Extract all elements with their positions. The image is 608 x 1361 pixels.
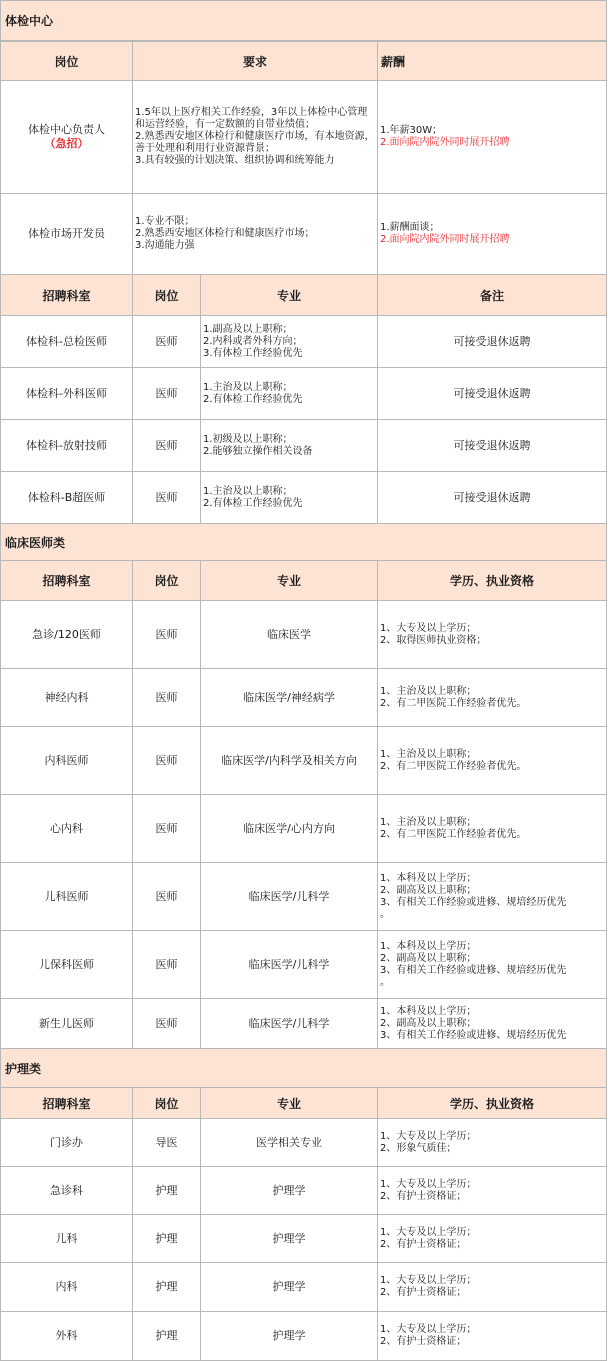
qualification-item: 1、大专及以上学历； bbox=[380, 1226, 477, 1238]
qualification-cell bbox=[377, 1311, 607, 1361]
qualification-item: 1、本科及以上学历； bbox=[380, 872, 477, 884]
major-cell: 护理学 bbox=[200, 1214, 378, 1263]
qualification-item: 2、副高及以上职称； bbox=[380, 952, 477, 964]
qualification-item: 。 bbox=[380, 976, 390, 988]
major-cell: 护理学 bbox=[200, 1311, 378, 1361]
position-cell: 护理 bbox=[132, 1311, 201, 1361]
position-cell: 医师 bbox=[132, 600, 201, 669]
dept-cell: 急诊/120医师 bbox=[0, 600, 133, 669]
qualification-item: 3、有相关工作经验或进修、规培经历优先 bbox=[380, 964, 567, 976]
position-cell: 医师 bbox=[132, 794, 201, 863]
dept-cell: 神经内科 bbox=[0, 668, 133, 727]
major-cell: 临床医学/内科学及相关方向 bbox=[200, 726, 378, 795]
requirements-cell bbox=[132, 193, 378, 275]
dept-cell: 儿科医师 bbox=[0, 862, 133, 931]
major-cell: 临床医学/心内方向 bbox=[200, 794, 378, 863]
position-cell: 医师 bbox=[132, 930, 201, 999]
position-cell: 护理 bbox=[132, 1262, 201, 1312]
position-cell: 医师 bbox=[132, 419, 201, 472]
qualification-item: 1、本科及以上学历； bbox=[380, 940, 477, 952]
header-position: 岗位 bbox=[132, 274, 201, 316]
position-cell bbox=[0, 80, 133, 194]
dept-cell: 内科 bbox=[0, 1262, 133, 1312]
dept-cell: 体检科-总检医师 bbox=[0, 315, 133, 368]
qualification-cell bbox=[377, 1214, 607, 1263]
section-title-nursing: 护理类 bbox=[0, 1048, 607, 1088]
qualification-item: 。 bbox=[380, 908, 390, 920]
dept-cell: 体检科-B超医师 bbox=[0, 471, 133, 524]
major-cell: 护理学 bbox=[200, 1262, 378, 1312]
qualification-item: 1、大专及以上学历； bbox=[380, 622, 477, 634]
major-cell: 护理学 bbox=[200, 1166, 378, 1215]
qualification-item: 1、主治及以上职称； bbox=[380, 748, 477, 760]
qualification-item: 2、有护士资格证； bbox=[380, 1238, 467, 1250]
qualification-cell bbox=[377, 668, 607, 727]
salary-item: 1.薪酬面谈； bbox=[380, 222, 440, 233]
urgent-tag: （急招） bbox=[44, 137, 89, 150]
position-cell: 导医 bbox=[132, 1118, 201, 1167]
dept-cell: 儿科 bbox=[0, 1214, 133, 1263]
qualification-item: 2、副高及以上职称； bbox=[380, 884, 477, 896]
major-item: 2.有体检工作经验优先 bbox=[203, 497, 303, 509]
requirement-item: 3.具有较强的计划决策、组织协调和统筹能力 bbox=[135, 155, 335, 166]
major-item: 2.内科或者外科方向； bbox=[203, 335, 303, 347]
note-cell: 可接受退休返聘 bbox=[377, 315, 607, 368]
qualification-item: 2、有护士资格证； bbox=[380, 1190, 467, 1202]
position-name: 体检市场开发员 bbox=[28, 227, 105, 240]
dept-cell: 急诊科 bbox=[0, 1166, 133, 1215]
position-cell: 医师 bbox=[132, 315, 201, 368]
major-cell: 临床医学 bbox=[200, 600, 378, 669]
qualification-item: 1、大专及以上学历； bbox=[380, 1275, 477, 1286]
major-item: 1.主治及以上职称； bbox=[203, 485, 293, 497]
major-item: 2.有体检工作经验优先 bbox=[203, 393, 303, 405]
qualification-item: 2、有护士资格证； bbox=[380, 1336, 467, 1347]
requirement-item: 3.沟通能力强 bbox=[135, 240, 195, 251]
qualification-item: 1、主治及以上职称； bbox=[380, 685, 477, 697]
header-position: 岗位 bbox=[132, 560, 201, 601]
major-item: 1.主治及以上职称； bbox=[203, 381, 293, 393]
position-cell: 护理 bbox=[132, 1166, 201, 1215]
qualification-item: 1、大专及以上学历； bbox=[380, 1178, 477, 1190]
major-cell: 临床医学/儿科学 bbox=[200, 998, 378, 1049]
header-major: 专业 bbox=[200, 274, 378, 316]
salary-cell bbox=[377, 80, 607, 194]
qualification-item: 2、有二甲医院工作经验者优先。 bbox=[380, 697, 527, 709]
qualification-item: 2、有护士资格证； bbox=[380, 1287, 467, 1298]
major-cell: 医学相关专业 bbox=[200, 1118, 378, 1167]
section-title-clinical: 临床医师类 bbox=[0, 523, 607, 561]
position-cell: 医师 bbox=[132, 471, 201, 524]
dept-cell: 外科 bbox=[0, 1311, 133, 1361]
major-cell bbox=[200, 315, 378, 368]
major-cell bbox=[200, 367, 378, 420]
salary-note: 2.面向院内院外同时展开招聘 bbox=[380, 234, 510, 245]
header-dept: 招聘科室 bbox=[0, 274, 133, 316]
position-cell: 医师 bbox=[132, 367, 201, 420]
header-dept: 招聘科室 bbox=[0, 1087, 133, 1119]
header-dept: 招聘科室 bbox=[0, 560, 133, 601]
qualification-cell bbox=[377, 600, 607, 669]
note-cell: 可接受退休返聘 bbox=[377, 471, 607, 524]
qualification-cell bbox=[377, 1118, 607, 1167]
section-title-health-check: 体检中心 bbox=[0, 0, 607, 41]
requirements-cell bbox=[132, 80, 378, 194]
major-cell bbox=[200, 471, 378, 524]
qualification-item: 2、有二甲医院工作经验者优先。 bbox=[380, 760, 527, 772]
dept-cell: 心内科 bbox=[0, 794, 133, 863]
qualification-item: 1、主治及以上职称； bbox=[380, 816, 477, 828]
major-item: 2.能够独立操作相关设备 bbox=[203, 445, 313, 457]
qualification-cell bbox=[377, 862, 607, 931]
note-cell: 可接受退休返聘 bbox=[377, 419, 607, 472]
position-cell: 护理 bbox=[132, 1214, 201, 1263]
qualification-item: 2、有二甲医院工作经验者优先。 bbox=[380, 828, 527, 840]
dept-cell: 内科医师 bbox=[0, 726, 133, 795]
qualification-cell bbox=[377, 794, 607, 863]
qualification-cell bbox=[377, 726, 607, 795]
major-item: 1.初级及以上职称； bbox=[203, 433, 293, 445]
major-item: 3.有体检工作经验优先 bbox=[203, 347, 303, 359]
header-requirements: 要求 bbox=[132, 41, 378, 81]
qualification-item: 2、形象气质佳； bbox=[380, 1142, 457, 1154]
header-salary: 薪酬 bbox=[377, 41, 607, 81]
qualification-item: 3、有相关工作经验或进修、规培经历优先 bbox=[380, 1029, 567, 1041]
position-cell: 医师 bbox=[132, 668, 201, 727]
position-cell bbox=[0, 193, 133, 275]
major-cell bbox=[200, 419, 378, 472]
qualification-item: 2、副高及以上职称； bbox=[380, 1017, 477, 1029]
position-cell: 医师 bbox=[132, 998, 201, 1049]
qualification-item: 3、有相关工作经验或进修、规培经历优先 bbox=[380, 896, 567, 908]
major-item: 1.副高及以上职称； bbox=[203, 323, 293, 335]
header-major: 专业 bbox=[200, 1087, 378, 1119]
requirement-item: 2.熟悉西安地区体检行和健康医疗市场，有本地资源，善于处理和利用行业资源背景； bbox=[135, 131, 375, 154]
header-position: 岗位 bbox=[132, 1087, 201, 1119]
dept-cell: 新生儿医师 bbox=[0, 998, 133, 1049]
note-cell: 可接受退休返聘 bbox=[377, 367, 607, 420]
qualification-item: 1、本科及以上学历； bbox=[380, 1005, 477, 1017]
dept-cell: 体检科-外科医师 bbox=[0, 367, 133, 420]
header-major: 专业 bbox=[200, 560, 378, 601]
position-name: 体检中心负责人 bbox=[28, 123, 105, 136]
dept-cell: 门诊办 bbox=[0, 1118, 133, 1167]
dept-cell: 儿保科医师 bbox=[0, 930, 133, 999]
requirement-item: 1.专业不限； bbox=[135, 216, 195, 227]
dept-cell: 体检科-放射技师 bbox=[0, 419, 133, 472]
major-cell: 临床医学/儿科学 bbox=[200, 862, 378, 931]
qualification-cell bbox=[377, 998, 607, 1049]
salary-note: 2.面向院内院外同时展开招聘 bbox=[380, 137, 510, 148]
position-cell: 医师 bbox=[132, 726, 201, 795]
header-qualification: 学历、执业资格 bbox=[377, 1087, 607, 1119]
qualification-cell bbox=[377, 1166, 607, 1215]
qualification-cell bbox=[377, 930, 607, 999]
position-cell: 医师 bbox=[132, 862, 201, 931]
header-position: 岗位 bbox=[0, 41, 133, 81]
requirement-item: 2.熟悉西安地区体检行和健康医疗市场； bbox=[135, 228, 315, 239]
qualification-item: 1、大专及以上学历； bbox=[380, 1324, 477, 1335]
header-qualification: 学历、执业资格 bbox=[377, 560, 607, 601]
major-cell: 临床医学/儿科学 bbox=[200, 930, 378, 999]
salary-item: 1.年薪30W； bbox=[380, 125, 443, 136]
qualification-item: 1、大专及以上学历； bbox=[380, 1130, 477, 1142]
header-note: 备注 bbox=[377, 274, 607, 316]
salary-cell bbox=[377, 193, 607, 275]
qualification-item: 2、取得医师执业资格； bbox=[380, 634, 487, 646]
major-cell: 临床医学/神经病学 bbox=[200, 668, 378, 727]
requirement-item: 1.5年以上医疗相关工作经验，3年以上体检中心管理和运营经验，有一定数额的自带业绩值； bbox=[135, 107, 368, 130]
qualification-cell bbox=[377, 1262, 607, 1312]
